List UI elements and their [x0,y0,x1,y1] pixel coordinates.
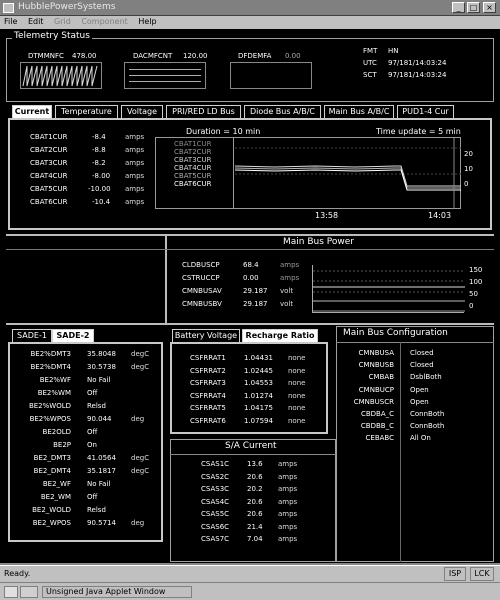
cbat-unit: amps [125,133,145,141]
sac-value: 20.6 [247,497,263,506]
divider [336,342,494,343]
cbat-ytick: 10 [464,165,473,173]
mbp-value: 29.187 [243,287,268,295]
sac-value: 13.6 [247,460,263,468]
sac-unit: amps [278,497,298,506]
cbat-legend [156,138,234,208]
mbc-label: CMNBUSCR [353,397,394,406]
sade-value: 41.0564 [87,454,116,462]
recharge-unit: none [288,404,306,412]
tab-recharge-ratio[interactable]: Recharge Ratio [242,329,318,342]
sac-unit: amps [278,460,298,468]
sac-label: CSAS4C [201,497,230,506]
isp-indicator: ISP [444,567,466,581]
mbc-value: All On [410,434,431,443]
legend-item: CBAT6CUR [174,180,212,188]
fmt-value: HN [388,47,399,55]
sac-unit: amps [278,485,298,493]
cbat-unit: amps [125,146,145,154]
mbp-label: CMNBUSBV [182,300,222,308]
sade-value: Off [87,493,98,501]
cbat-value: -8.8 [92,146,106,154]
sade-value: No Fail [87,480,111,488]
sade-label: BE2%DMT4 [30,363,71,371]
cbat-unit: amps [125,159,145,167]
dtmmnfc-label: DTMMNFC [28,52,64,60]
divider [6,323,494,325]
cbat-value: -10.00 [88,185,111,193]
mbc-row [340,422,490,434]
recharge-label: CSFRRAT3 [190,379,226,387]
menu-edit[interactable]: Edit [27,17,44,26]
sade-list [14,350,159,540]
recharge-unit: none [288,416,306,425]
sac-row [201,485,321,497]
sac-row [201,473,321,485]
applet-warning-text: Unsigned Java Applet Window [42,586,192,598]
cbat-unit: amps [125,172,145,180]
cbat-trend-lines [235,138,461,208]
lck-indicator: LCK [470,567,494,581]
sac-value: 7.04 [247,535,263,543]
main-bus-config-list [340,349,490,469]
sac-row [201,460,321,472]
sac-value: 21.4 [247,522,263,531]
recharge-label: CSFRRAT5 [190,404,226,412]
mbp-unit: volt [280,300,294,308]
sac-value: 20.2 [247,485,263,493]
cbat-label: CBAT4CUR [30,172,68,180]
recharge-row [190,354,320,366]
divider [6,234,494,236]
dacmfcnt-label: DACMFCNT [133,52,173,60]
divider [6,249,494,250]
tab-voltage[interactable]: Voltage [121,105,163,118]
recharge-label: CSFRRAT6 [190,416,226,425]
mbc-label: CBDBA_C [360,410,394,418]
recharge-row [190,379,320,391]
mbc-row [340,434,490,446]
cbat-label: CBAT6CUR [30,198,68,206]
cbat-unit: amps [125,185,145,193]
cbat-xtick: 14:03 [428,211,452,220]
cbat-trend-chart [155,137,461,209]
recharge-row [190,417,320,429]
sade-label: BE2%DMT3 [30,350,71,358]
cbat-xtick: 13:58 [315,211,339,220]
main-bus-power-header: Main Bus Power [283,237,354,247]
mbc-label: CMNBUSB [358,361,394,370]
mbc-label: CMNBUCP [358,385,394,394]
cbat-ytick: 20 [464,150,473,158]
main-bus-power-list [182,261,312,321]
sade-value: No Fail [87,376,111,384]
sade-value: 35.8048 [87,350,116,358]
mbp-unit: amps [280,274,300,282]
telemetry-status-header: Telemetry Status [14,31,90,41]
mbc-row [340,361,490,373]
tab-main-bus[interactable]: Main Bus A/B/C [324,105,394,118]
mbp-value: 68.4 [243,261,259,269]
main-bus-power-chart [312,265,464,313]
recharge-value: 1.04431 [244,354,273,362]
tab-current[interactable]: Current [12,105,52,118]
recharge-row [190,392,320,404]
sade-label: BE2_WPOS [32,519,71,527]
duration-label: Duration = 10 min [186,127,261,136]
recharge-label: CSFRRAT2 [190,366,226,375]
sade-row [14,467,159,479]
sade-label: BE2_WF [42,480,71,488]
mbp-ytick: 0 [469,302,474,310]
divider [165,234,167,324]
sac-value: 20.6 [247,472,263,481]
mbc-row [340,349,490,361]
tab-sade-1[interactable]: SADE-1 [12,329,52,342]
mbc-label: CMNBUSA [358,349,394,357]
sct-value: 97/181/14:03:24 [388,71,447,79]
sade-row [14,415,159,427]
sa-current-header: S/A Current [225,441,277,451]
recharge-value: 1.01274 [244,391,273,400]
sade-value: 35.1817 [87,467,116,475]
utc-value: 97/181/14:03:24 [388,59,447,67]
sade-unit: degC [131,467,150,475]
recharge-unit: none [288,391,306,400]
sawtooth-trace [21,63,101,88]
dfdemfa-value: 0.00 [285,52,301,60]
tab-battery-voltage[interactable]: Battery Voltage [172,329,240,342]
sade-row [14,376,159,388]
mbc-value: DsblBoth [410,373,442,382]
mbc-row [340,386,490,398]
sade-label: BE2OLD [42,428,71,436]
sade-row [14,402,159,414]
sac-label: CSAS7C [201,535,230,543]
mbp-label: CLDBUSCP [182,261,220,269]
sa-current-list [201,460,321,560]
java-icon [4,586,18,598]
status-text: Ready. [4,569,31,578]
sade-row [14,389,159,401]
cbat-label: CBAT2CUR [30,146,68,154]
sade-value: Relsd [87,506,106,514]
sade-value: 90.044 [87,415,112,423]
sade-row [14,350,159,362]
dtmmnfc-gauge [20,62,102,89]
sade-row [14,493,159,505]
sac-row [201,523,321,535]
sac-unit: amps [278,535,298,543]
sade-value: Off [87,389,98,397]
legend-item: CBAT1CUR [174,140,212,148]
sade-label: BE2_DMT4 [33,467,71,475]
menu-help[interactable]: Help [138,17,157,26]
sade-row [14,441,159,453]
sade-unit: degC [131,454,150,462]
mbc-value: ConnBoth [410,422,445,431]
mbp-value: 0.00 [243,274,259,282]
dfdemfa-label: DFDEMFA [238,52,272,60]
sade-label: BE2%WOLD [28,402,71,410]
tab-sade-2[interactable]: SADE-2 [52,329,94,342]
recharge-value: 1.04553 [244,379,273,387]
utc-label: UTC [363,59,377,67]
sade-label: BE2_DMT3 [33,454,71,462]
cbat-label: CBAT1CUR [30,133,68,141]
sade-value: 30.5738 [87,363,116,371]
mbc-label: CMBAB [368,373,394,382]
sade-row [14,506,159,518]
maximize-button[interactable]: □ [467,2,480,13]
sade-label: BE2%WPOS [29,415,71,423]
sade-unit: degC [131,350,150,358]
mbp-ytick: 100 [469,278,483,286]
cbat-value: -8.2 [92,159,106,167]
cbat-list [30,133,150,213]
mbp-unit: amps [280,261,300,269]
title-bar [0,0,500,16]
recharge-value: 1.07594 [244,416,273,425]
tab-diode-bus[interactable]: Diode Bus A/B/C [244,105,321,118]
app-icon[interactable] [3,3,14,13]
menu-grid[interactable]: Grid [53,17,71,26]
mbp-value: 29.187 [243,300,268,308]
recharge-label: CSFRRAT1 [190,354,226,362]
sade-unit: deg [131,415,145,423]
sade-row [14,363,159,375]
tab-temperature[interactable]: Temperature [55,105,118,118]
sac-label: CSAS2C [201,472,230,481]
mbc-row [340,373,490,385]
mbp-ytick: 50 [469,290,478,298]
mbp-label: CSTRUCCP [182,274,220,282]
menu-file[interactable]: File [4,17,18,26]
fmt-label: FMT [363,47,378,55]
sade-unit: deg [131,519,145,527]
mbc-value: Open [410,385,429,394]
divider [170,454,336,455]
sade-value: On [87,441,97,449]
mbc-value: Closed [410,361,434,370]
status-bar [0,565,500,582]
sac-label: CSAS5C [201,510,230,518]
sac-label: CSAS6C [201,522,230,531]
sade-label: BE2P [53,441,71,449]
legend-item: CBAT3CUR [174,156,212,164]
sac-row [201,535,321,547]
sac-unit: amps [278,510,298,518]
sct-label: SCT [363,71,377,79]
recharge-list [190,354,320,430]
recharge-row [190,404,320,416]
sade-row [14,428,159,440]
dtmmnfc-value: 478.00 [72,52,97,60]
mbp-label: CMNBUSAV [182,287,222,295]
dfdemfa-gauge [230,62,312,89]
cbat-unit: amps [125,198,145,206]
sac-label: CSAS3C [201,485,230,493]
mbc-value: ConnBoth [410,410,445,418]
menu-bar [0,16,500,29]
legend-item: CBAT2CUR [174,148,212,156]
sac-row [201,510,321,522]
cbat-ytick: 0 [464,180,469,188]
sac-label: CSAS1C [201,460,230,468]
close-button[interactable]: × [483,2,496,13]
sade-label: BE2_WM [40,493,71,501]
recharge-unit: none [288,379,306,387]
recharge-unit: none [288,366,306,375]
dacmfcnt-value: 120.00 [183,52,208,60]
mbc-value: Closed [410,349,434,357]
mbp-unit: volt [280,287,294,295]
time-update-label: Time update = 5 min [376,127,461,136]
sade-label: BE2%WM [37,389,71,397]
mbc-value: Open [410,397,429,406]
sade-row [14,480,159,492]
cbat-value: -8.00 [92,172,111,180]
legend-item: CBAT4CUR [174,164,212,172]
mbc-row [340,398,490,410]
sac-value: 20.6 [247,510,263,518]
recharge-value: 1.04175 [244,404,273,412]
legend-item: CBAT5CUR [174,172,212,180]
mbp-trend-lines [313,265,465,313]
sade-value: Relsd [87,402,106,410]
mbc-label: CEBABC [365,434,394,443]
main-pane [0,29,500,565]
cbat-value: -10.4 [92,198,111,206]
sade-row [14,519,159,531]
cbat-value: -8.4 [92,133,106,141]
recharge-value: 1.02445 [244,366,273,375]
sade-row [14,454,159,466]
sade-value: Off [87,428,98,436]
sade-label: BE2_WOLD [32,506,71,514]
recharge-label: CSFRRAT4 [190,391,226,400]
sac-unit: amps [278,472,298,481]
mbc-row [340,410,490,422]
cbat-label: CBAT5CUR [30,185,68,193]
sade-unit: degC [131,363,150,371]
mbc-label: CBDBB_C [360,422,394,431]
sac-unit: amps [278,522,298,531]
mbp-ytick: 150 [469,266,483,274]
sac-row [201,498,321,510]
tab-pud-cur[interactable]: PUD1-4 Cur [397,105,454,118]
dacmfcnt-gauge [124,62,206,89]
recharge-unit: none [288,354,306,362]
cbat-label: CBAT3CUR [30,159,68,167]
menu-component[interactable]: Component [81,17,128,26]
network-icon [20,586,38,598]
window-title: HubblePowerSystems [18,2,116,12]
minimize-button[interactable]: _ [452,2,465,13]
recharge-row [190,367,320,379]
sade-label: BE2%WF [39,376,71,384]
applet-warning-bar [0,582,500,600]
tab-pri-red-ld-bus[interactable]: PRI/RED LD Bus [166,105,241,118]
main-bus-config-header: Main Bus Configuration [343,328,448,338]
sade-value: 90.5714 [87,519,116,527]
